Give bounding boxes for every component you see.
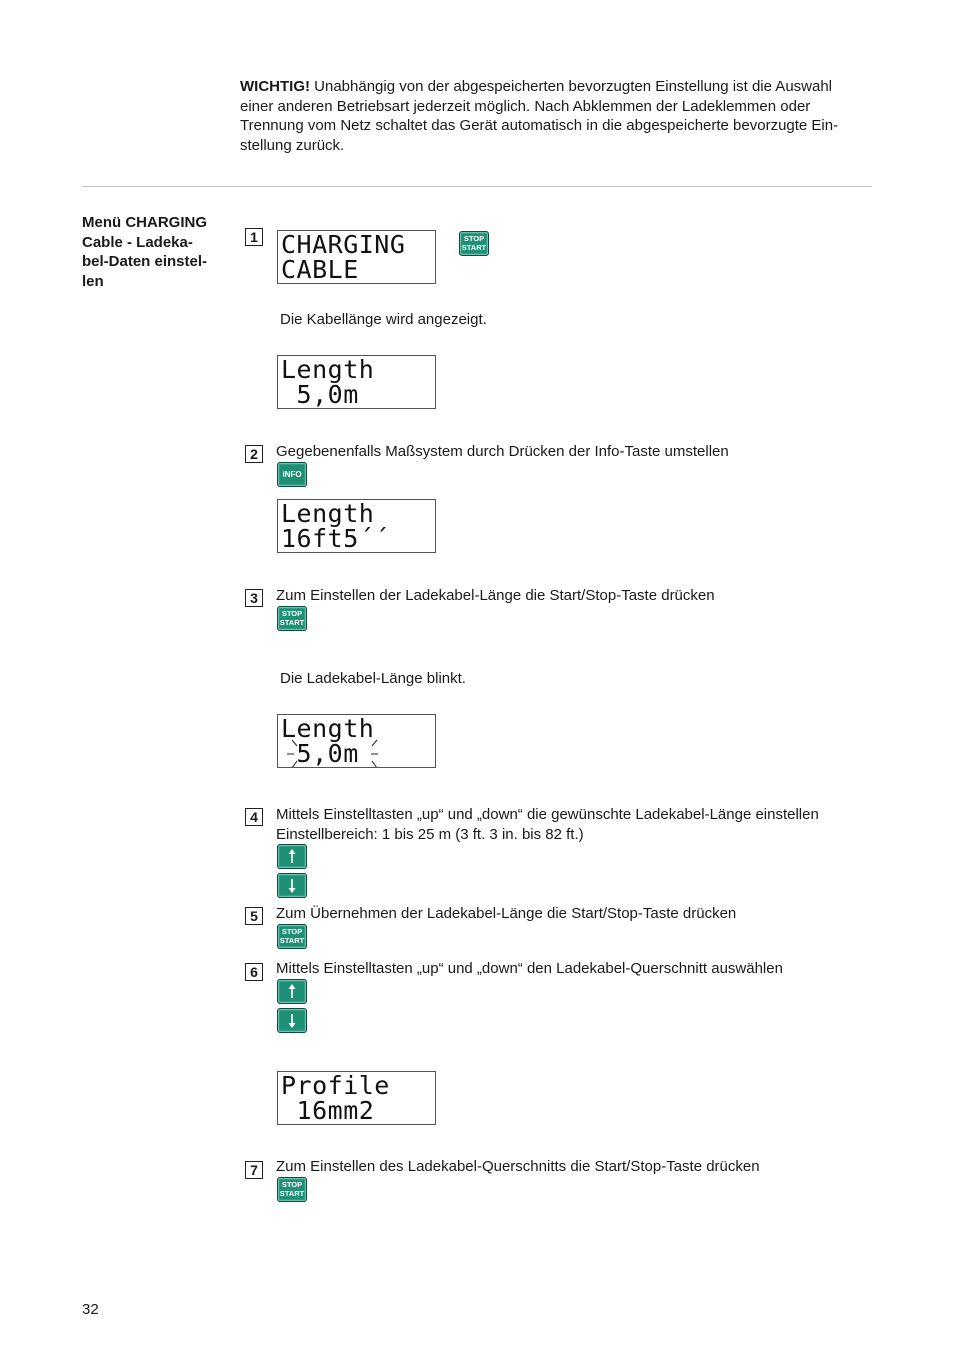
step-text: Zum Übernehmen der Ladekabel-Länge die Start/Stop-Taste drücken — [276, 905, 737, 922]
step-text: Mittels Einstelltasten „up“ und „down“ den Ladekabel-Querschnitt auswählen — [276, 960, 783, 977]
key-label: START — [279, 618, 305, 627]
step-number: 5 — [245, 907, 263, 925]
important-note-text-1: Unabhängig von der abgespeicherten bevorzugten Einstellung ist die Auswahl — [314, 78, 833, 95]
important-note-line-1 — [240, 77, 880, 97]
step-number: 2 — [245, 445, 263, 463]
lcd-line: Length — [281, 714, 375, 743]
lcd-line: 16mm2 — [281, 1096, 375, 1125]
step-text — [276, 805, 819, 844]
start-stop-key[interactable] — [277, 606, 307, 631]
step-text-line: Einstellbereich: 1 bis 25 m (3 ft. 3 in. bis 82 ft.) — [276, 825, 584, 843]
up-key[interactable] — [277, 979, 307, 1004]
note-cable-length-shown: Die Kabellänge wird angezeigt. — [280, 311, 487, 328]
section-heading — [82, 213, 232, 291]
key-label: START — [279, 1189, 305, 1198]
important-note-line-2: einer anderen Betriebsart jederzeit möglich. Nach Abklemmen der Ladeklemmen oder — [240, 97, 811, 115]
section-heading-line: len — [82, 272, 104, 290]
section-heading-line: Menü CHARGING — [82, 214, 207, 231]
section-heading-line: Cable - Ladeka- — [82, 233, 193, 251]
down-key[interactable] — [277, 873, 307, 898]
up-key[interactable] — [277, 844, 307, 869]
lcd-display-charging-cable — [277, 230, 436, 284]
key-label: STOP — [281, 927, 303, 936]
step-number: 3 — [245, 589, 263, 607]
arrow-up-icon — [278, 980, 306, 1003]
arrow-up-icon — [278, 845, 306, 868]
lcd-line: CHARGING — [281, 230, 406, 259]
arrow-down-icon — [278, 1009, 306, 1032]
arrow-down-icon — [278, 874, 306, 897]
step-text: Zum Einstellen der Ladekabel-Länge die Start/Stop-Taste drücken — [276, 587, 715, 604]
key-label: START — [279, 936, 305, 945]
lcd-display-length-ft — [277, 499, 436, 553]
lcd-display-profile — [277, 1071, 436, 1125]
page-number: 32 — [82, 1301, 99, 1318]
step-number: 6 — [245, 963, 263, 981]
key-label: START — [461, 243, 487, 252]
section-divider — [82, 186, 872, 187]
start-stop-key[interactable] — [277, 924, 307, 949]
lcd-display-length-blinking — [277, 714, 436, 768]
lcd-line: Length — [281, 355, 375, 384]
step-number: 7 — [245, 1161, 263, 1179]
key-label: STOP — [281, 609, 303, 618]
step-text: Gegebenenfalls Maßsystem durch Drücken der Info-Taste umstellen — [276, 443, 729, 460]
step-number: 1 — [245, 228, 263, 246]
info-key[interactable] — [277, 462, 307, 487]
section-heading-line: bel-Daten einstel- — [82, 253, 208, 270]
important-label: WICHTIG! — [240, 78, 310, 95]
blink-indicator-icon — [278, 715, 435, 767]
start-stop-key[interactable] — [459, 231, 489, 256]
step-number: 4 — [245, 808, 263, 826]
step-text: Zum Einstellen des Ladekabel-Querschnitts die Start/Stop-Taste drücken — [276, 1158, 760, 1175]
important-note-line-3: Trennung vom Netz schaltet das Gerät automatisch in die abgespeicherte bevorzugte Ein- — [240, 117, 839, 134]
important-note-line-4: stellung zurück. — [240, 136, 345, 154]
key-label: STOP — [463, 234, 485, 243]
lcd-display-length-m — [277, 355, 436, 409]
lcd-line: 5,0m — [281, 380, 359, 409]
note-length-blinks: Die Ladekabel-Länge blinkt. — [280, 670, 466, 687]
step-text-line: Mittels Einstelltasten „up“ und „down“ die gewünschte Ladekabel-Länge einstellen — [276, 806, 819, 823]
lcd-line: CABLE — [281, 255, 359, 284]
lcd-line: Profile — [281, 1071, 390, 1100]
key-label: INFO — [282, 470, 302, 479]
lcd-line: Length — [281, 499, 375, 528]
important-note — [240, 77, 880, 155]
start-stop-key[interactable] — [277, 1177, 307, 1202]
down-key[interactable] — [277, 1008, 307, 1033]
key-label: STOP — [281, 1180, 303, 1189]
lcd-line: 16ft5´´ — [281, 524, 390, 553]
lcd-line: 5,0m — [281, 739, 359, 768]
